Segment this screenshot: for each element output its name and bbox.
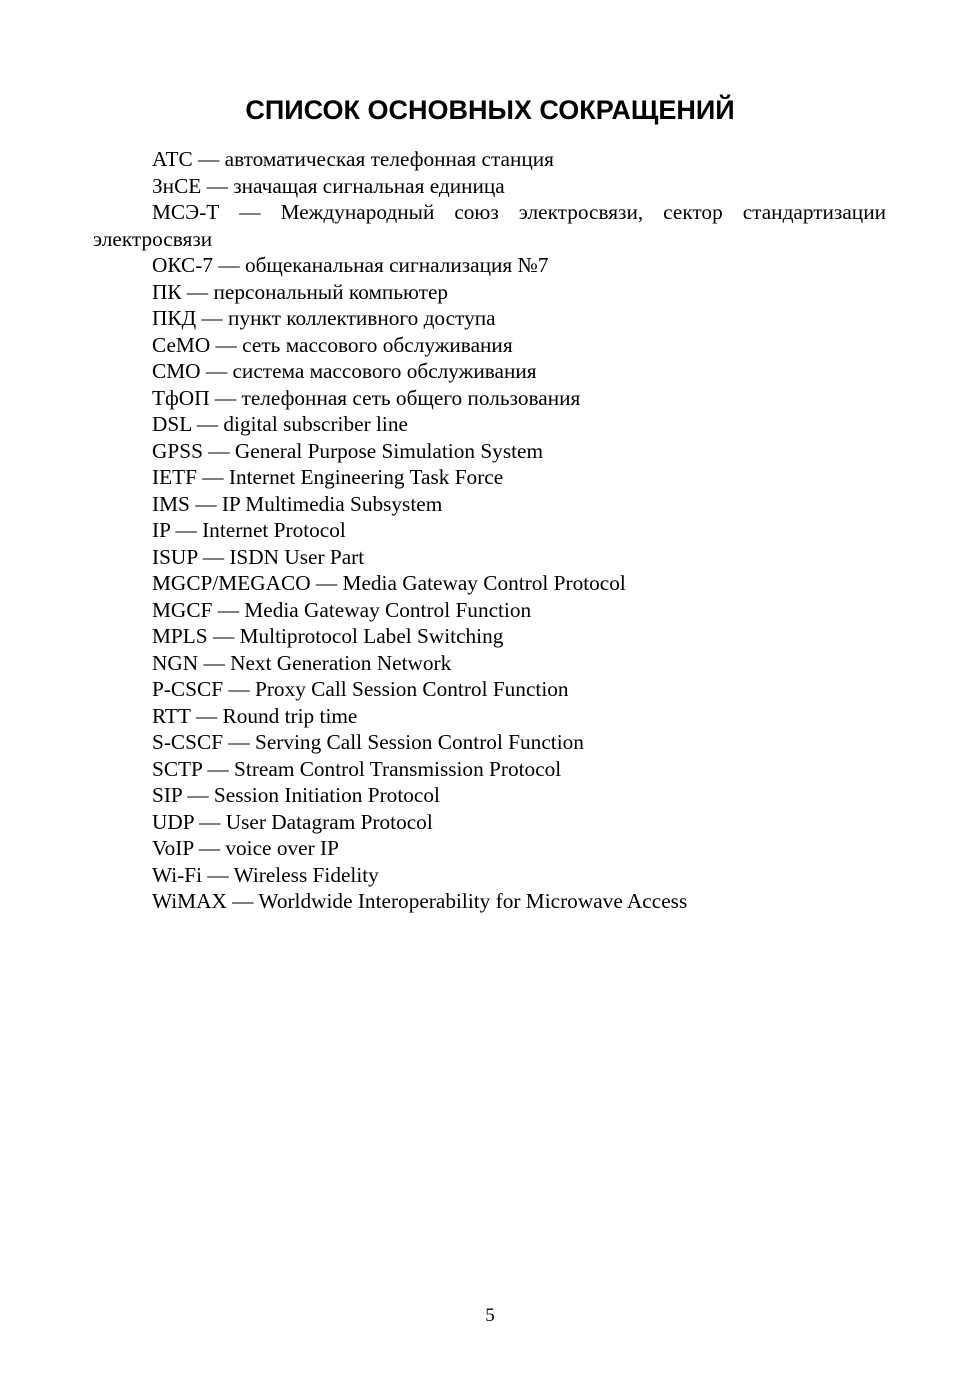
list-item: ПКД — пункт коллективного доступа — [152, 306, 496, 330]
list-item: NGN — Next Generation Network — [152, 650, 452, 675]
list-item: MGCF — Media Gateway Control Function — [152, 597, 532, 622]
list-item: СМО — система массового обслуживания — [152, 359, 537, 383]
list-item: ОКС-7 — общеканальная сигнализация №7 — [152, 253, 549, 277]
list-item: MGCP/MEGACO — Media Gateway Control Protocol — [152, 571, 626, 595]
abbreviation-list — [93, 146, 886, 915]
list-item: СеМО — сеть массового обслуживания — [152, 332, 513, 357]
list-item: SCTP — Stream Control Transmission Protocol — [152, 756, 562, 781]
list-item: АТС — автоматическая телефонная станция — [152, 147, 554, 171]
page-number: 5 — [485, 1305, 495, 1326]
list-item: MPLS — Multiprotocol Label Switching — [152, 624, 504, 648]
list-item: МСЭ-Т — Международный союз электросвязи, сектор стандартизации электросвязи — [93, 200, 886, 251]
list-item: VoIP — voice over IP — [152, 836, 339, 860]
list-item: ЗнСЕ — значащая сигнальная единица — [152, 173, 505, 198]
list-item: ПК — персональный компьютер — [152, 279, 449, 304]
page-title: СПИСОК ОСНОВНЫХ СОКРАЩЕНИЙ — [245, 95, 735, 125]
list-item: GPSS — General Purpose Simulation System — [152, 438, 544, 463]
list-item: IMS — IP Multimedia Subsystem — [152, 491, 443, 516]
list-item: IP — Internet Protocol — [152, 518, 346, 542]
list-item: Wi-Fi — Wireless Fidelity — [152, 862, 379, 887]
list-item: P-CSCF — Proxy Call Session Control Function — [152, 677, 569, 701]
list-item: DSL — digital subscriber line — [152, 412, 408, 436]
list-item: ТфОП — телефонная сеть общего пользования — [152, 385, 581, 410]
list-item: ISUP — ISDN User Part — [152, 544, 365, 569]
list-item: IETF — Internet Engineering Task Force — [152, 465, 504, 489]
list-item: RTT — Round trip time — [152, 703, 358, 728]
list-item: UDP — User Datagram Protocol — [152, 809, 433, 834]
list-item: WiMAX — Worldwide Interoperability for Microwave Access — [152, 889, 688, 913]
list-item: SIP — Session Initiation Protocol — [152, 783, 440, 807]
list-item: S-CSCF — Serving Call Session Control Function — [152, 730, 584, 754]
